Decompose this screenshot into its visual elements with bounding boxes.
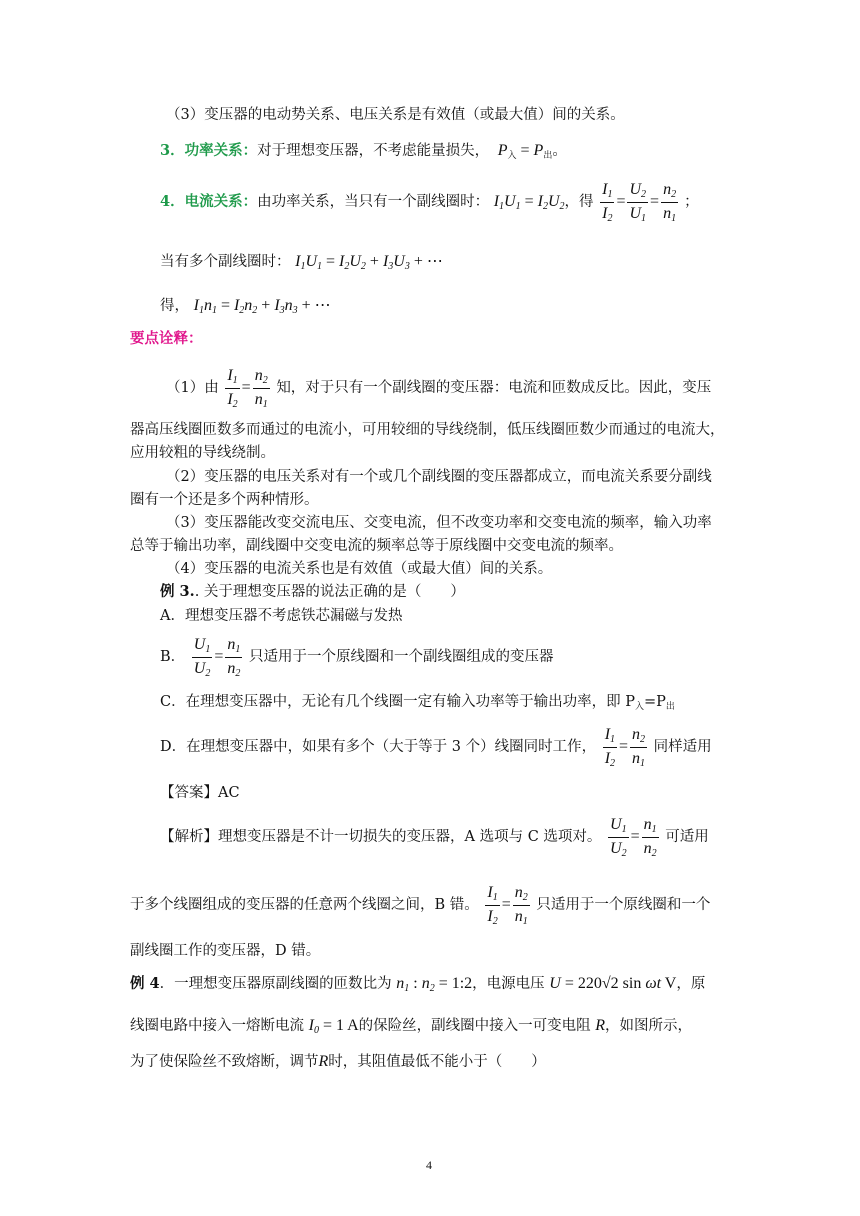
- example-4-line-2: 线圈电路中接入一熔断电流 $I_0 = 1$ A的保险丝，副线圈中接入一可变电阻 R，如图所示，: [130, 1017, 693, 1036]
- current-heading: 4．电流关系：: [160, 193, 258, 211]
- keypoint-2-line-1: （2）变压器的电压关系对有一个或几个副线圈的变压器都成立，而电流关系要分副线: [166, 469, 712, 485]
- keypoint-2-line-2: 圈有一个还是多个两种情形。: [130, 492, 319, 508]
- keypoint-1-line-2: 器高压线圈匝数多而通过的电流小，可用较细的导线绕制，低压线圈匝数少而通过的电流大，: [130, 422, 725, 438]
- keypoint-1-line-1: （1）由 $\frac{I_1}{I_2}$ = $\frac{n_2}{n_1}$ 知，对于只有一个副线圈的变压器：电流和匝数成反比。因此，变压: [166, 367, 712, 410]
- current-formula-single: $I_1U_1 = I_2U_2$: [493, 193, 565, 213]
- answer: 【答案】AC: [160, 785, 240, 801]
- analysis-line-1: 【解析】理想变压器是不计一切损失的变压器，A 选项与 C 选项对。 $\frac{U_1}{U_2}$ = $\frac{n_1}{n_2}$ 可适用: [160, 816, 709, 859]
- power-heading: 3．功率关系：: [160, 142, 258, 159]
- option-d: D．在理想变压器中，如果有多个（大于等于 3 个）线圈同时工作， $\frac{I_1}{I_2}$ = $\frac{n_2}{n_1}$ 同样适用: [160, 726, 712, 769]
- keypoint-4: （4）变压器的电流关系也是有效值（或最大值）间的关系。: [166, 561, 553, 577]
- page-number: 4: [426, 1158, 432, 1172]
- keypoint-1-line-3: 应用较粗的导线绕制。: [130, 445, 275, 461]
- example-4-line-3: 为了使保险丝不致熔断，调节R时，其阻值最低不能小于（ ）: [130, 1053, 546, 1070]
- option-a: A．理想变压器不考虑铁芯漏磁与发热: [160, 608, 403, 624]
- multi-coil-line: 当有多个副线圈时： $I_1U_1 = I_2U_2 + I_3U_3$ + ⋯: [160, 253, 443, 272]
- current-ratio-formula: $\frac{I_1}{I_2}$ = $\frac{U_2}{U_1}$ = $\frac{n_2}{n_1}$: [602, 181, 677, 224]
- example-4-line-1: 例 4．一理想变压器原副线圈的匝数比为 $n_1$ : $n_2$ = 1:2，电源电压 U = 220√2 sin ωt V，原: [130, 975, 706, 994]
- analysis-line-2: 于多个线圈组成的变压器的任意两个线圈之间，B 错。 $\frac{I_1}{I_2}$ = $\frac{n_2}{n_1}$ 只适用于一个原线圈和一个: [130, 884, 711, 927]
- multi-coil-formula: $I_1U_1 = I_2U_2 + I_3U_3$ + ⋯: [295, 253, 443, 272]
- current-relation: 4．电流关系：由功率关系，当只有一个副线圈时： $I_1U_1 = I_2U_2$，得 $\frac{I_1}{I_2}$ = $\frac{U_2}{U_1}$ = $\frac{n_2}{n_1}$ ；: [160, 181, 699, 224]
- power-relation: 3．功率关系：对于理想变压器，不考虑能量损失， $P_入 = P_出$。: [160, 142, 567, 160]
- keypoints-heading: 要点诠释：: [130, 330, 203, 347]
- turns-current-formula: $I_1n_1 = I_2n_2 + I_3n_3$ + ⋯: [193, 297, 331, 316]
- current-text: 由功率关系，当只有一个副线圈时：: [257, 194, 490, 211]
- turns-current-line: 得， $I_1n_1 = I_2n_2 + I_3n_3$ + ⋯: [160, 297, 331, 316]
- example-3-question: 例 3.. 关于理想变压器的说法正确的是（ ）: [160, 583, 465, 600]
- keypoint-3-line-2: 总等于输出功率，副线圈中交变电流的频率总等于原线圈中交变电流的频率。: [130, 538, 623, 554]
- power-formula: $P_入 = P_出$: [493, 142, 553, 160]
- analysis-line-3: 副线圈工作的变压器，D 错。: [130, 943, 321, 959]
- voltage-note-3: （3）变压器的电动势关系、电压关系是有效值（或最大值）间的关系。: [166, 107, 625, 123]
- option-c: C．在理想变压器中，无论有几个线圈一定有输入功率等于输出功率，即 $P_入=P_出$: [160, 694, 675, 712]
- option-b: B． $\frac{U_1}{U_2}$ = $\frac{n_1}{n_2}$ 只适用于一个原线圈和一个副线圈组成的变压器: [160, 636, 554, 679]
- keypoint-3-line-1: （3）变压器能改变交流电压、交变电流，但不改变功率和交变电流的频率，输入功率: [166, 515, 712, 531]
- power-text: 对于理想变压器，不考虑能量损失，: [257, 143, 490, 159]
